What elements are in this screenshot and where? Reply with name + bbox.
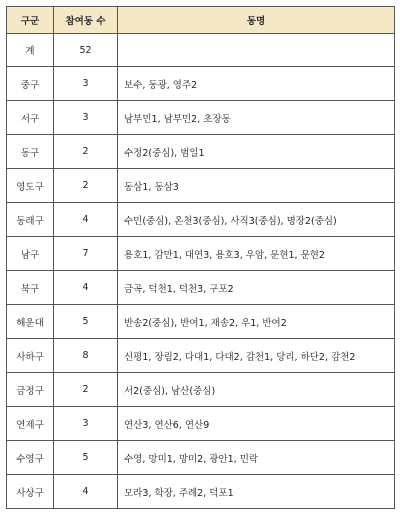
table-row: [7, 169, 395, 203]
cell-gu: 사하구: [7, 339, 54, 373]
cell-dongs: 모라3, 학장, 주례2, 덕포1: [118, 475, 395, 509]
cell-gu: 해운대: [7, 305, 54, 339]
cell-count: 2: [54, 373, 118, 407]
cell-gu: 금정구: [7, 373, 54, 407]
cell-count: 5: [54, 305, 118, 339]
cell-dongs: 금곡, 덕천1, 덕천3, 구포2: [118, 271, 395, 305]
header-dongs: 동명: [118, 7, 395, 34]
cell-gu: 중구: [7, 67, 54, 101]
cell-count: 3: [54, 407, 118, 441]
cell-gu: 남구: [7, 237, 54, 271]
table-row: [7, 373, 395, 407]
cell-gu: 계: [7, 34, 54, 67]
table-row: [7, 135, 395, 169]
header-row: [7, 7, 395, 34]
cell-gu: 동구: [7, 135, 54, 169]
table-row: [7, 101, 395, 135]
cell-dongs: 수민(중심), 온천3(중심), 사직3(중심), 명장2(중심): [118, 203, 395, 237]
table-row: [7, 34, 395, 67]
table-row: [7, 475, 395, 509]
cell-dongs: 용호1, 감만1, 대연3, 용호3, 우암, 문현1, 문현2: [118, 237, 395, 271]
cell-count: 3: [54, 101, 118, 135]
table-row: [7, 305, 395, 339]
table-body: [7, 34, 395, 509]
table-row: [7, 441, 395, 475]
cell-gu: 수영구: [7, 441, 54, 475]
cell-dongs: 연산3, 연산6, 연산9: [118, 407, 395, 441]
cell-dongs: 동삼1, 동삼3: [118, 169, 395, 203]
table-row: [7, 339, 395, 373]
cell-gu: 사상구: [7, 475, 54, 509]
cell-gu: 동래구: [7, 203, 54, 237]
cell-gu: 북구: [7, 271, 54, 305]
cell-count: 4: [54, 271, 118, 305]
table-row: [7, 271, 395, 305]
cell-gu: 연제구: [7, 407, 54, 441]
cell-gu: 영도구: [7, 169, 54, 203]
cell-dongs: 서2(중심), 남산(중심): [118, 373, 395, 407]
cell-count: 4: [54, 203, 118, 237]
cell-count: 3: [54, 67, 118, 101]
table-header: [7, 7, 395, 34]
table-row: [7, 203, 395, 237]
cell-dongs: 신평1, 장림2, 다대1, 다대2, 감천1, 당리, 하단2, 감천2: [118, 339, 395, 373]
cell-dongs: 보수, 동광, 영주2: [118, 67, 395, 101]
cell-dongs: 반송2(중심), 반여1, 재송2, 우1, 반여2: [118, 305, 395, 339]
participation-table: [6, 6, 395, 509]
cell-gu: 서구: [7, 101, 54, 135]
cell-count: 5: [54, 441, 118, 475]
table-row: [7, 67, 395, 101]
table-row: [7, 407, 395, 441]
cell-count: 8: [54, 339, 118, 373]
cell-count: 52: [54, 34, 118, 67]
header-gu: 구군: [7, 7, 54, 34]
table-row: [7, 237, 395, 271]
cell-count: 2: [54, 135, 118, 169]
cell-dongs: 수영, 망미1, 망미2, 광안1, 민락: [118, 441, 395, 475]
header-count: 참여동 수: [54, 7, 118, 34]
cell-dongs: 수정2(중심), 범일1: [118, 135, 395, 169]
cell-dongs: [118, 34, 395, 67]
cell-count: 4: [54, 475, 118, 509]
cell-dongs: 남부민1, 남부민2, 초장동: [118, 101, 395, 135]
cell-count: 7: [54, 237, 118, 271]
cell-count: 2: [54, 169, 118, 203]
